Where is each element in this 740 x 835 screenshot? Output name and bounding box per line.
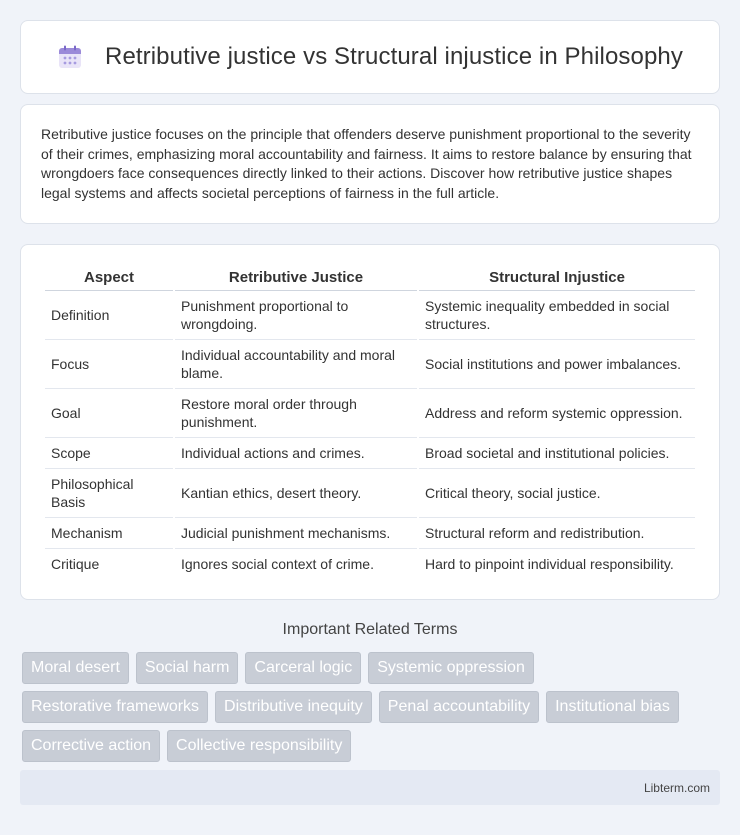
related-terms-title: Important Related Terms — [282, 621, 458, 638]
cell-retributive: Individual accountability and moral blame. — [175, 340, 417, 389]
term-tag[interactable]: Systemic oppression — [368, 652, 534, 684]
cell-structural: Hard to pinpoint individual responsibility. — [425, 556, 674, 572]
cell-structural: Systemic inequality embedded in social structures. — [419, 291, 695, 340]
cell-retributive: Judicial punishment mechanisms. — [175, 518, 417, 549]
term-tag[interactable]: Social harm — [136, 652, 238, 684]
footer-site-link[interactable]: Libterm.com — [643, 780, 710, 795]
cell-retributive: Individual actions and crimes. — [175, 438, 417, 469]
cell-retributive: Ignores social context of crime. — [181, 556, 374, 572]
header-card — [20, 20, 720, 94]
term-tag[interactable]: Distributive inequity — [215, 691, 372, 723]
cell-aspect: Scope — [45, 438, 173, 469]
related-terms-list — [22, 652, 722, 762]
table-row — [45, 549, 695, 579]
table-row — [45, 340, 695, 389]
intro-text: Retributive justice focuses on the principle that offenders deserve punishment proportional to the severity of their crimes, emphasizing moral accountability and fairness. It aims to restore balance by ensuring that wrongdoers face consequences directly linked to their actions. Discover how retributive justice shapes legal systems and affects societal perceptions of fairness in the full article. — [41, 126, 692, 201]
table-row — [45, 291, 695, 340]
table-row — [45, 438, 695, 469]
footer — [20, 770, 720, 805]
cell-retributive: Restore moral order through punishment. — [175, 389, 417, 438]
header-aspect: Aspect — [45, 265, 173, 291]
cell-structural: Critical theory, social justice. — [419, 469, 695, 518]
page-title: Retributive justice vs Structural injustice in Philosophy — [105, 43, 683, 70]
table-header-row — [45, 265, 695, 291]
cell-structural: Broad societal and institutional policies. — [419, 438, 695, 469]
cell-aspect: Definition — [45, 291, 173, 340]
term-tag[interactable]: Carceral logic — [245, 652, 361, 684]
term-tag[interactable]: Collective responsibility — [167, 730, 351, 762]
calendar-icon — [57, 44, 83, 70]
cell-aspect: Philosophical Basis — [45, 469, 173, 518]
intro-card — [20, 104, 720, 224]
cell-structural: Social institutions and power imbalances. — [419, 340, 695, 389]
comparison-table — [43, 265, 697, 579]
term-tag[interactable]: Penal accountability — [379, 691, 539, 723]
cell-structural: Structural reform and redistribution. — [419, 518, 695, 549]
cell-retributive: Kantian ethics, desert theory. — [175, 469, 417, 518]
cell-aspect: Mechanism — [45, 518, 173, 549]
cell-structural: Address and reform systemic oppression. — [419, 389, 695, 438]
table-row — [45, 518, 695, 549]
table-row — [45, 469, 695, 518]
term-tag[interactable]: Restorative frameworks — [22, 691, 208, 723]
header-retributive: Retributive Justice — [175, 265, 417, 291]
cell-aspect: Focus — [45, 340, 173, 389]
term-tag[interactable]: Corrective action — [22, 730, 160, 762]
term-tag[interactable]: Institutional bias — [546, 691, 679, 723]
table-row — [45, 389, 695, 438]
term-tag[interactable]: Moral desert — [22, 652, 129, 684]
cell-aspect: Goal — [45, 389, 173, 438]
header-structural: Structural Injustice — [419, 265, 695, 291]
cell-aspect: Critique — [51, 556, 100, 572]
cell-retributive: Punishment proportional to wrongdoing. — [175, 291, 417, 340]
comparison-card — [20, 244, 720, 600]
